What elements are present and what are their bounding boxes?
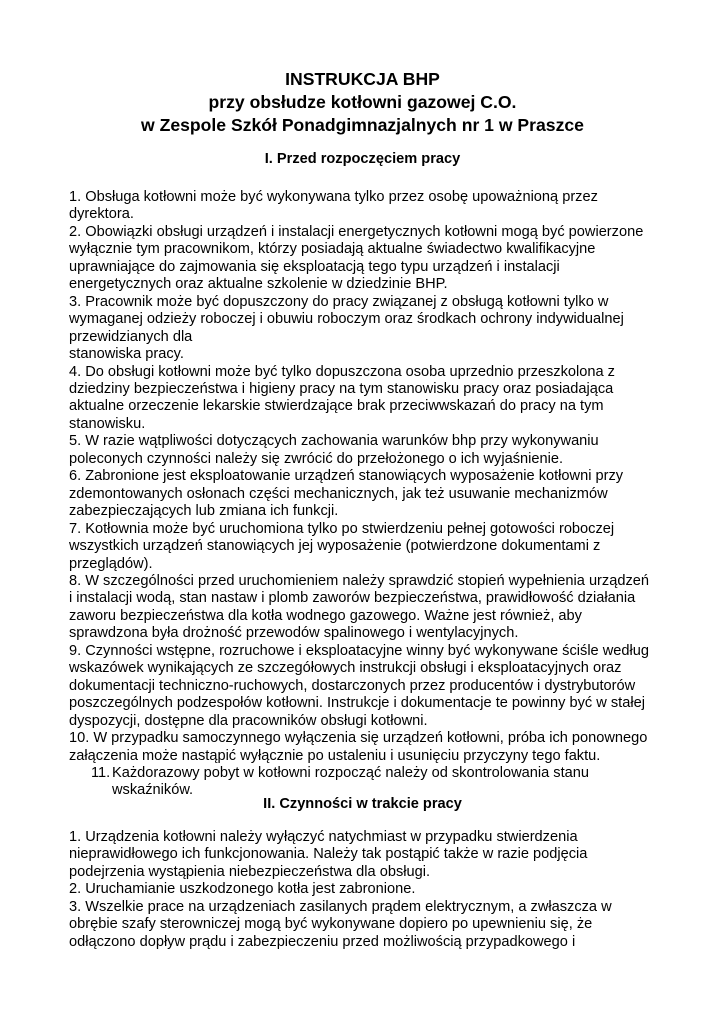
text-line: 9. Czynności wstępne, rozruchowe i eksploatacyjne winny być wykonywane ściśle według: [69, 642, 649, 659]
text-line: dziedziny bezpieczeństwa i higieny pracy na tym stanowisku pracy oraz posiadająca: [69, 380, 614, 397]
text-line: zabezpieczających lub zmiana ich funkcji.: [69, 503, 339, 520]
section-2-heading: II. Czynności w trakcie pracy: [263, 796, 462, 812]
title-line-3: w Zespole Szkół Ponadgimnazjalnych nr 1 w Praszce: [141, 115, 584, 135]
text-line: i instalacji wodą, stan nastaw i plomb zaworów bezpieczeństwa, prawidłowość działania: [69, 590, 636, 607]
text-line: przeglądów).: [69, 555, 153, 572]
text-line: dyrektora.: [69, 206, 134, 223]
text-line: stanowisku.: [69, 415, 146, 432]
section-2-body: [69, 829, 669, 951]
text-line: 6. Zabronione jest eksploatowanie urządzeń stanowiących wyposażenie kotłowni przy: [69, 468, 624, 485]
text-line: Każdorazowy pobyt w kotłowni rozpocząć należy od skontrolowania stanu: [112, 764, 589, 781]
text-line: stanowiska pracy.: [69, 346, 184, 363]
text-line: poleconych czynności należy się zwrócić do przełożonego o ich wyjaśnienie.: [69, 450, 564, 467]
text-line: wyłącznie tym pracownikom, którzy posiadają aktualne świadectwo kwalifikacyjne: [69, 241, 596, 258]
section-1-heading: I. Przed rozpoczęciem pracy: [264, 151, 461, 167]
list-item-number: 11.: [91, 764, 111, 781]
text-line: 5. W razie wątpliwości dotyczących zachowania warunków bhp przy wykonywaniu: [69, 433, 599, 450]
title-line-2: przy obsłudze kotłowni gazowej C.O.: [208, 92, 517, 112]
text-line: zaworu bezpieczeństwa dla kotła wodnego gazowego. Ważne jest również, aby: [69, 607, 582, 624]
text-line: 10. W przypadku samoczynnego wyłączenia się urządzeń kotłowni, próba ich ponownego: [69, 730, 648, 747]
text-line: podejrzenia wystąpienia niebezpieczeństwa dla obsługi.: [69, 863, 431, 880]
text-line: 7. Kotłownia może być uruchomiona tylko po stwierdzeniu pełnej gotowości roboczej: [69, 520, 615, 537]
text-line: 4. Do obsługi kotłowni może być tylko dopuszczona osoba uprzednio przeszkolona z: [69, 363, 615, 380]
section-1-body: [69, 189, 669, 800]
text-line: 1. Urządzenia kotłowni należy wyłączyć natychmiast w przypadku stwierdzenia: [69, 829, 578, 845]
text-line: 3. Pracownik może być dopuszczony do pracy związanej z obsługą kotłowni tylko w: [69, 293, 609, 310]
text-line: uprawniające do zajmowania się eksploatacją tego typu urządzeń i instalacji: [69, 258, 560, 275]
title-line-1: INSTRUKCJA BHP: [285, 69, 440, 89]
text-line: 2. Obowiązki obsługi urządzeń i instalacji energetycznych kotłowni mogą być powierzone: [69, 223, 644, 240]
text-line: energetycznych oraz aktualne szkolenie w dziedzinie BHP.: [69, 276, 448, 293]
document-title: [0, 68, 725, 137]
text-line: wymaganej odzieży roboczej i obuwiu roboczym oraz środkach ochrony indywidualnej: [69, 311, 624, 328]
text-line: 2. Uruchamianie uszkodzonego kotła jest zabronione.: [69, 881, 416, 898]
text-line: załączenia może nastąpić wyłącznie po ustaleniu i usunięciu przyczyny tego faktu.: [69, 747, 601, 764]
text-line: sprawdzona była drożność przewodów spalinowego i wentylacyjnych.: [69, 625, 519, 642]
text-line: obrębie szafy sterowniczej mogą być wykonywane dopiero po upewnieniu się, że: [69, 916, 593, 933]
text-line: dokumentacji techniczno-ruchowych, dostarczonych przez producentów i dystrybutorów: [69, 677, 636, 694]
text-line: 1. Obsługa kotłowni może być wykonywana tylko przez osobę upoważnioną przez: [69, 189, 598, 205]
text-line: wskaźników.: [112, 782, 194, 799]
text-line: poszczególnych podzespołów kotłowni. Instrukcje i dokumentacje te powinny być w stałej: [69, 695, 645, 712]
text-line: nieprawidłowego ich funkcjonowania. Należy tak postąpić także w razie podjęcia: [69, 846, 588, 863]
text-line: dyspozycji, dostępne dla pracowników obsługi kotłowni.: [69, 712, 428, 729]
text-line: 3. Wszelkie prace na urządzeniach zasilanych prądem elektrycznym, a zwłaszcza w: [69, 898, 612, 915]
text-line: 8. W szczególności przed uruchomieniem należy sprawdzić stopień wypełnienia urządzeń: [69, 572, 649, 589]
text-line: zdemontowanych osłonach części mechanicznych, jak też usuwanie mechanizmów: [69, 485, 608, 502]
text-line: przewidzianych dla: [69, 328, 193, 345]
text-line: wszystkich urządzeń stanowiących jej wyposażenie (potwierdzone dokumentami z: [69, 538, 601, 555]
text-line: aktualne orzeczenie lekarskie stwierdzające brak przeciwwskazań do pracy na tym: [69, 398, 604, 415]
text-line: wskazówek wynikających ze szczegółowych instrukcji obsługi i eksploatacyjnych oraz: [69, 660, 622, 677]
text-line: odłączono dopływ prądu i zabezpieczeniu przed możliwością przypadkowego i: [69, 933, 576, 950]
